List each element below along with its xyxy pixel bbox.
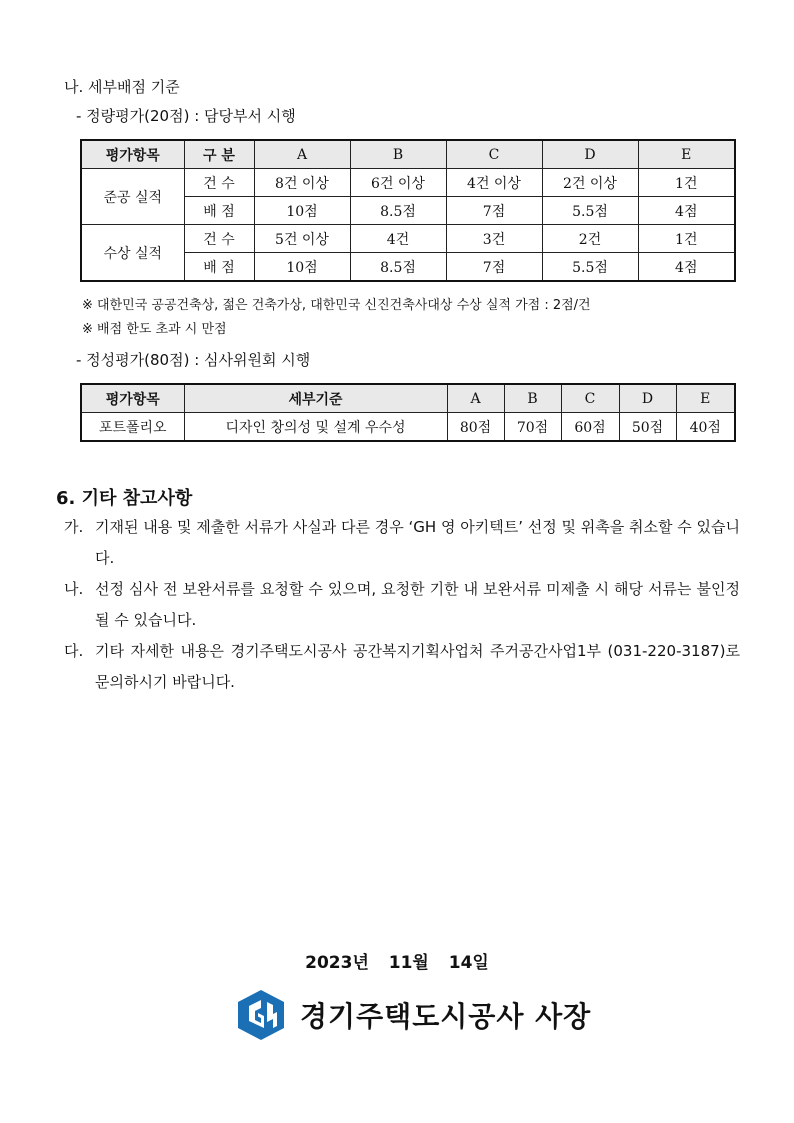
table-cell: 6건 이상 [350,169,446,197]
header-cell: B [504,384,561,413]
table-header-row [81,384,735,413]
table-cell: 2건 이상 [542,169,638,197]
eval-item-cell: 수상 실적 [81,225,184,282]
table-cell: 8.5점 [350,197,446,225]
table-cell: 4건 [350,225,446,253]
quant-eval-table [80,139,736,282]
header-cell: 평가항목 [81,140,184,169]
table-cell: 1건 [638,169,735,197]
eval-item-cell: 준공 실적 [81,169,184,225]
row-label-cell: 건 수 [184,169,254,197]
header-cell: D [542,140,638,169]
signature-issuer: 경기주택도시공사 사장 [300,1000,592,1033]
header-cell: C [446,140,542,169]
table-row [81,225,735,253]
table-cell: 8.5점 [350,253,446,282]
header-cell: D [619,384,676,413]
section-title: 6. 기타 참고사항 [56,488,193,509]
header-cell: 평가항목 [81,384,184,413]
note-cap: ※ 배점 한도 초과 시 만점 [82,322,227,337]
table-cell: 디자인 창의성 및 설계 우수성 [184,413,447,442]
note-bonus: ※ 대한민국 공공건축상, 젊은 건축가상, 대한민국 신진건축사대상 수상 실적 가점 : 2점/건 [82,298,591,313]
table-cell: 1건 [638,225,735,253]
list-marker: 다. [64,642,84,660]
gh-logo-svg [234,988,288,1042]
table-cell: 50점 [619,413,676,442]
table-cell: 60점 [561,413,619,442]
quant-eval-heading: - 정량평가(20점) : 담당부서 시행 [76,107,296,125]
table-cell: 4점 [638,253,735,282]
table-cell: 80점 [447,413,504,442]
row-label-cell: 건 수 [184,225,254,253]
table-cell: 4점 [638,197,735,225]
table-cell: 포트폴리오 [81,413,184,442]
qual-eval-heading: - 정성평가(80점) : 심사위원회 시행 [76,351,311,369]
header-cell: C [561,384,619,413]
list-marker: 나. [64,580,84,598]
list-marker: 가. [64,518,84,536]
list-text: 기재된 내용 및 제출한 서류가 사실과 다른 경우 ‘GH 영 아키텍트’ 선정 및 위촉을 취소할 수 있습니다. [95,518,740,567]
table-cell: 2건 [542,225,638,253]
header-cell: B [350,140,446,169]
table-cell: 3건 [446,225,542,253]
list-text: 기타 자세한 내용은 경기주택도시공사 공간복지기획사업처 주거공간사업1부 (031-220-3187)로 문의하시기 바랍니다. [95,642,740,691]
subsection-heading: 나. 세부배점 기준 [64,78,180,96]
table-cell: 10점 [254,197,350,225]
list-text: 선정 심사 전 보완서류를 요청할 수 있으며, 요청한 기한 내 보완서류 미제출 시 해당 서류는 불인정 될 수 있습니다. [95,580,740,629]
list-item [64,636,740,698]
table-row [81,169,735,197]
header-cell: E [638,140,735,169]
table-cell: 4건 이상 [446,169,542,197]
gh-logo-icon [234,988,288,1042]
table-cell: 8건 이상 [254,169,350,197]
header-cell: A [447,384,504,413]
document-date: 2023년 11월 14일 [305,953,489,973]
table-cell: 7점 [446,197,542,225]
header-cell: A [254,140,350,169]
table-cell: 40점 [676,413,735,442]
table-header-row [81,140,735,169]
header-cell: 세부기준 [184,384,447,413]
table-cell: 10점 [254,253,350,282]
table-cell: 70점 [504,413,561,442]
list-item [64,512,740,574]
table-cell: 5건 이상 [254,225,350,253]
table-cell: 7점 [446,253,542,282]
row-label-cell: 배 점 [184,253,254,282]
list-item [64,574,740,636]
table-cell: 5.5점 [542,197,638,225]
header-cell: 구 분 [184,140,254,169]
table-cell: 5.5점 [542,253,638,282]
row-label-cell: 배 점 [184,197,254,225]
table-row [81,413,735,442]
header-cell: E [676,384,735,413]
qual-eval-table [80,383,736,442]
